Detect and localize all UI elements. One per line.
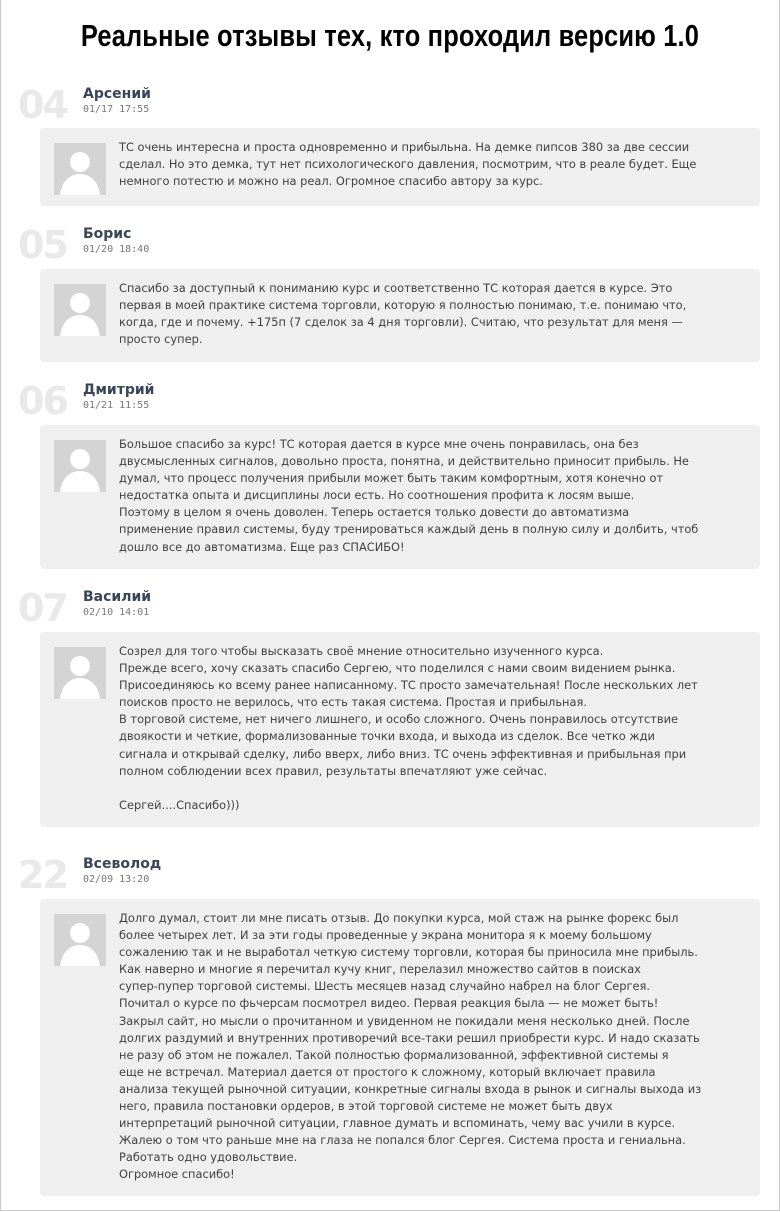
avatar-placeholder-icon (54, 647, 106, 699)
review-body (40, 269, 760, 362)
review-author: Василий (83, 589, 152, 605)
review-text: Большое спасибо за курс! ТС которая дается в курсе мне очень понравилась, она без двусмысленных сигналов, довольно проста, понятна, и действительно приносит прибыль. Не думал, что процесс получения прибыли может быть таким комфортным, хотя конечно от недостатка опыта и дисциплины лоси есть. Но соотношения профита к лосям выше. Поэтому в целом я очень доволен. Теперь остается только довести до автоматизма применение правил системы, буду тренироваться каждый день в полную силу и долбить, чтоб дошло все до автоматизма. Еще раз СПАСИБО! (119, 437, 699, 554)
review-date: 01/21 11:55 (83, 400, 150, 411)
review-text: ТС очень интересна и проста одновременно и прибыльна. На демке пипсов 380 за две сессии сделал. Но это демка, тут нет психологического давления, посмотрим, что в реале будет. Еще немного потестю и можно на реал. Огромное спасибо автору за курс. (119, 140, 697, 189)
avatar-placeholder-icon (54, 440, 106, 492)
review-text: Созрел для того чтобы высказать своё мнение относительно изученного курса. Прежде всего, хочу сказать спасибо Сергею, что поделился с нами своим видением рынка. Присоединяюсь ко всему ранее написанному. ТС просто замечательная! После нескольких лет поисков просто не верилось, что есть такая система. Простая и прибыльная. В торговой системе, нет ничего лишнего, и особо сложного. Очень понравилось отсутствие двоякости и четкие, формализованные точки входа, и выхода из сделок. Все четко жди сигнала и открывай сделку, либо вверх, либо вниз. ТС очень эффективная и прибыльная при полном соблюдении всех правил, результаты впечатляют уже сейчас. Сергей....Спасибо))) (119, 644, 698, 812)
review-text: Спасибо за доступный к пониманию курс и соответственно ТС которая дается в курсе. Это первая в моей практике система торговли, которую я полностью понимаю, т.е. понимаю что, когда, где и почему. +175п (7 сделок за 4 дня торговли). Считаю, что результат для меня — просто супер. (119, 281, 687, 347)
review-author: Арсений (83, 86, 151, 102)
review-date: 01/17 17:55 (83, 104, 150, 115)
avatar-placeholder-icon (54, 914, 106, 966)
review-body (40, 425, 760, 569)
review-author: Дмитрий (83, 382, 155, 398)
review-body (40, 128, 760, 206)
review-author: Борис (83, 226, 132, 242)
review-number: 05 (18, 223, 67, 267)
review-number: 07 (18, 586, 67, 630)
review-date: 02/09 13:20 (83, 874, 150, 885)
review-body (40, 899, 760, 1196)
review-number: 22 (18, 853, 67, 897)
review-date: 02/10 14:01 (83, 607, 150, 618)
review-body (40, 632, 760, 827)
review-author: Всеволод (83, 856, 162, 872)
review-text: Долго думал, стоит ли мне писать отзыв. До покупки курса, мой стаж на рынке форекс был более четырех лет. И за эти годы проведенные у экрана монитора я к моему большому сожалению так и не выработал четкую систему торговли, которая бы приносила мне прибыль. Как наверно и многие я перечитал кучу книг, перелазил множество сайтов в поисках супер-пупер торговой системы. Шесть месяцев назад случайно набрел на блог Сергея. Почитал о курсе по фьчерсам посмотрел видео. Первая реакция была — не может быть! Закрыл сайт, но мысли о прочитанном и увиденном не покидали меня несколько дней. После долгих раздумий и внутренних противоречий все-таки решил приобрести курс. И надо сказать не разу об этом не пожалел. Такой полностью формализованной, эффективной системы я еще не встречал. Материал дается от простого к сложному, который включает правила анализа текущей рыночной ситуации, конкретные сигналы входа в рынок и сигналы выхода из него, правила постановки ордеров, в этой торговой системе не может быть двух интерпретаций рыночной ситуации, главное думать и вспоминать, чему вас учили в курсе. Жалею о том что раньше мне на глаза не попался блог Сергея. Система проста и гениальна. Работать одно удовольствие. Огромное спасибо! (119, 911, 702, 1182)
avatar-placeholder-icon (54, 143, 106, 195)
avatar-placeholder-icon (54, 284, 106, 336)
review-number: 06 (18, 379, 67, 423)
review-number: 04 (18, 83, 67, 127)
review-date: 01/20 18:40 (83, 244, 150, 255)
page-title: Реальные отзывы тех, кто проходил версию 1.0 (80, 18, 700, 53)
